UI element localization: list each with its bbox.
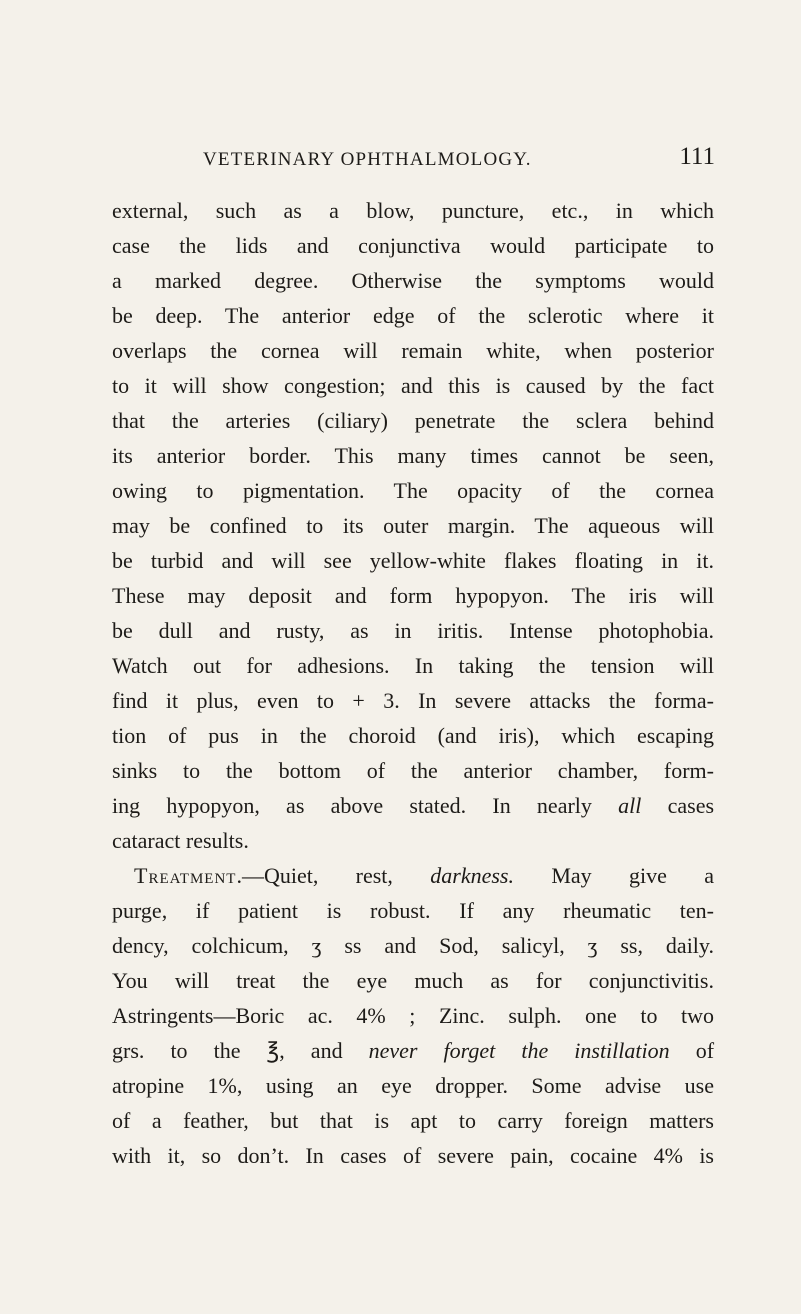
text-run: May give a bbox=[551, 863, 714, 888]
text-line: sinks to the bottom of the anterior chamber, form- bbox=[112, 758, 714, 783]
text-line: Astringents—Boric ac. 4% ; Zinc. sulph. one to two bbox=[112, 1003, 714, 1028]
page-header bbox=[203, 143, 715, 177]
running-head: VETERINARY OPHTHALMOLOGY. bbox=[203, 149, 532, 170]
text-line: find it plus, even to + 3. In severe attacks the forma- bbox=[112, 688, 714, 713]
text-run: .—Quiet, rest, bbox=[236, 863, 393, 888]
section-heading: Treatment bbox=[134, 863, 237, 888]
text-run: grs. to the ℥, and bbox=[112, 1038, 343, 1063]
text-run: ing hypopyon, as above stated. In nearly bbox=[112, 793, 592, 818]
text-line: cataract results. bbox=[112, 828, 249, 853]
text-line: a marked degree. Otherwise the symptoms would bbox=[112, 268, 714, 293]
text-line: with it, so don’t. In cases of severe pain, cocaine 4% is bbox=[112, 1143, 714, 1168]
text-line: case the lids and conjunctiva would participate to bbox=[112, 233, 714, 258]
italic-text: all bbox=[618, 793, 642, 818]
text-line: dency, colchicum, ʒ ss and Sod, salicyl, ʒ ss, daily. bbox=[112, 933, 714, 958]
text-line: be turbid and will see yellow-white flakes floating in it. bbox=[112, 548, 714, 573]
text-line: Watch out for adhesions. In taking the tension will bbox=[112, 653, 714, 678]
text-line: external, such as a blow, puncture, etc., in which bbox=[112, 198, 714, 223]
text-run: cases bbox=[667, 793, 715, 818]
text-line: its anterior border. This many times cannot be seen, bbox=[112, 443, 714, 468]
page-number: 111 bbox=[679, 143, 715, 170]
text-line: tion of pus in the choroid (and iris), which escaping bbox=[112, 723, 714, 748]
text-line: to it will show congestion; and this is caused by the fact bbox=[112, 373, 714, 398]
text-line: be deep. The anterior edge of the sclerotic where it bbox=[112, 303, 714, 328]
text-line: be dull and rusty, as in iritis. Intense photophobia. bbox=[112, 618, 714, 643]
text-line bbox=[112, 788, 714, 823]
text-line bbox=[112, 858, 714, 893]
italic-text: never forget the instillation bbox=[368, 1038, 670, 1063]
text-line: overlaps the cornea will remain white, when posterior bbox=[112, 338, 714, 363]
text-line: may be confined to its outer margin. The aqueous will bbox=[112, 513, 714, 538]
body-text bbox=[112, 193, 714, 1173]
text-line: that the arteries (ciliary) penetrate the sclera behind bbox=[112, 408, 714, 433]
text-line: atropine 1%, using an eye dropper. Some advise use bbox=[112, 1073, 714, 1098]
text-line: of a feather, but that is apt to carry foreign matters bbox=[112, 1108, 714, 1133]
italic-text: darkness. bbox=[430, 863, 514, 888]
text-line: These may deposit and form hypopyon. The iris will bbox=[112, 583, 714, 608]
text-line: purge, if patient is robust. If any rheumatic ten- bbox=[112, 898, 714, 923]
text-line: owing to pigmentation. The opacity of the cornea bbox=[112, 478, 714, 503]
text-line bbox=[112, 1033, 714, 1068]
text-line: You will treat the eye much as for conjunctivitis. bbox=[112, 968, 714, 993]
text-run: of bbox=[695, 1038, 715, 1063]
